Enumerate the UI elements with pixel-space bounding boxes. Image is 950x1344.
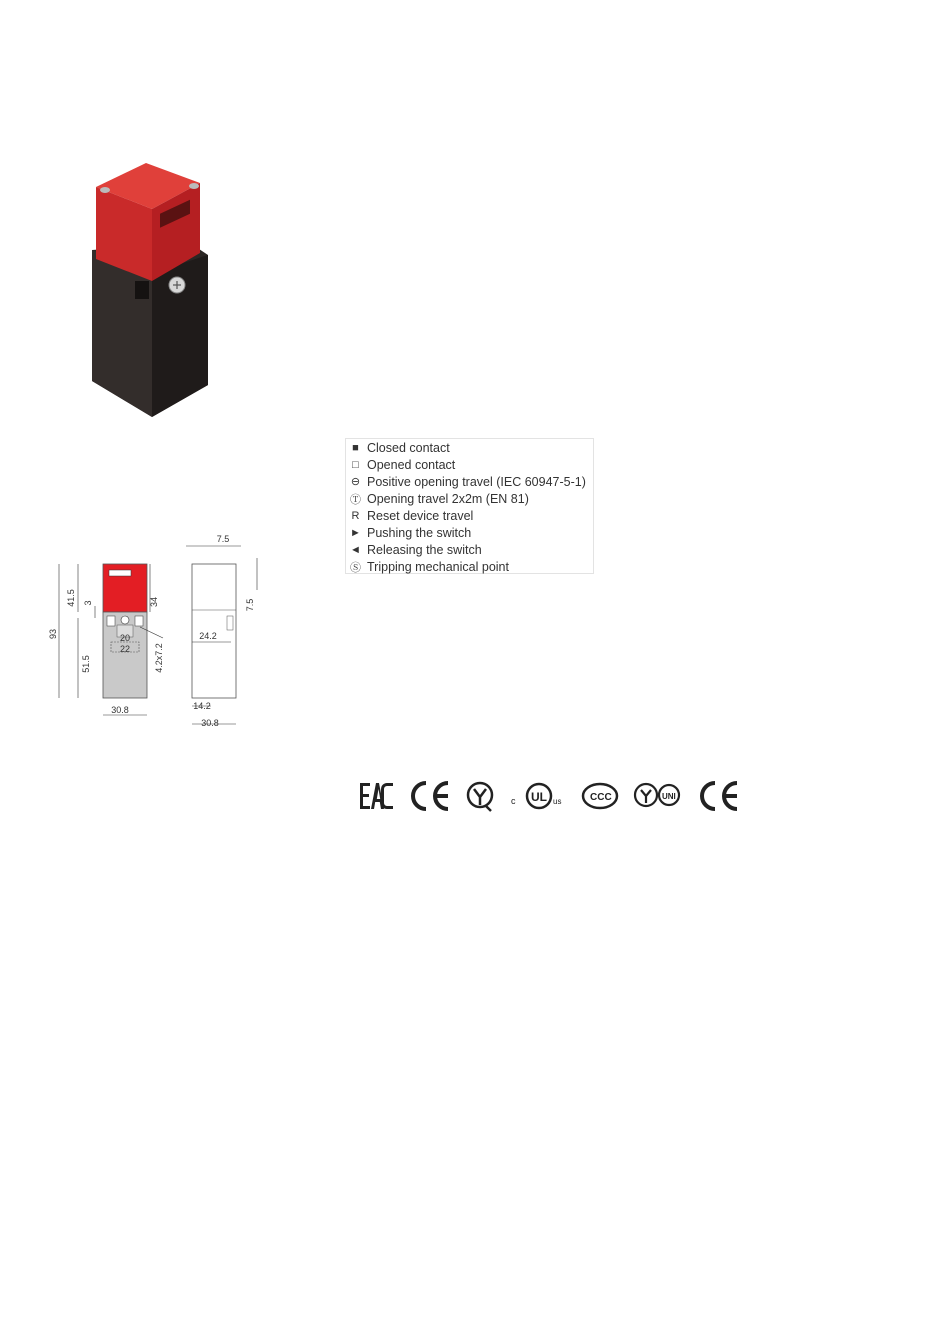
legend-item: ⊖ Positive opening travel (IEC 60947-5-1) [346, 473, 586, 490]
imq-uni-logo [632, 775, 682, 817]
tripping-icon: Ⓢ [350, 561, 361, 574]
ce-logo [405, 775, 453, 817]
ccc-logo [580, 775, 620, 817]
dim-inner-top: 34 [149, 596, 159, 608]
dim-slot: 4.2x7.2 [154, 643, 164, 673]
legend-item: Ⓣ Opening travel 2x2m (EN 81) [346, 490, 529, 507]
eac-logo [355, 775, 397, 817]
svg-text:UL: UL [531, 790, 547, 804]
symbol-legend [345, 438, 594, 574]
dimension-drawing [45, 530, 275, 740]
opened-contact-icon: □ [352, 458, 359, 471]
dim-width-front: 30.8 [111, 705, 129, 715]
dim-width-hole: 22 [119, 644, 131, 654]
certification-logos [355, 775, 750, 817]
legend-item: R Reset device travel [346, 507, 473, 524]
legend-item: ► Pushing the switch [346, 524, 471, 541]
svg-text:CCC: CCC [590, 792, 612, 803]
legend-item: Ⓢ Tripping mechanical point [346, 558, 509, 575]
svg-text:c: c [511, 796, 516, 806]
positive-opening-icon: ⊖ [350, 476, 361, 488]
dim-side-width: 30.8 [201, 718, 219, 728]
dim-gap: 3 [83, 600, 93, 606]
dim-total: 93 [48, 628, 58, 640]
svg-text:UNI: UNI [662, 792, 676, 801]
legend-item: ■ Closed contact [346, 439, 450, 456]
legend-item: ◄ Releasing the switch [346, 541, 482, 558]
svg-text:us: us [553, 797, 562, 806]
culus-logo [510, 775, 568, 817]
legend-item: □ Opened contact [346, 456, 455, 473]
dim-side-depth: 24.2 [199, 631, 217, 641]
product-photo [80, 155, 220, 425]
opening-travel-icon: Ⓣ [350, 493, 361, 506]
dim-top: 41.5 [66, 589, 76, 607]
release-arrow-icon: ◄ [350, 543, 361, 556]
ce-logo [693, 775, 743, 817]
closed-contact-icon: ■ [352, 441, 359, 454]
reset-icon: R [351, 509, 360, 522]
dim-side-right: 7.5 [245, 598, 255, 612]
dim-side-top: 7.5 [216, 534, 230, 544]
dim-bottom: 51.5 [81, 655, 91, 673]
push-arrow-icon: ► [350, 526, 361, 539]
dim-side-bottom: 14.2 [193, 701, 211, 711]
imq-logo [463, 775, 497, 817]
dim-width-inner: 20 [119, 633, 131, 643]
